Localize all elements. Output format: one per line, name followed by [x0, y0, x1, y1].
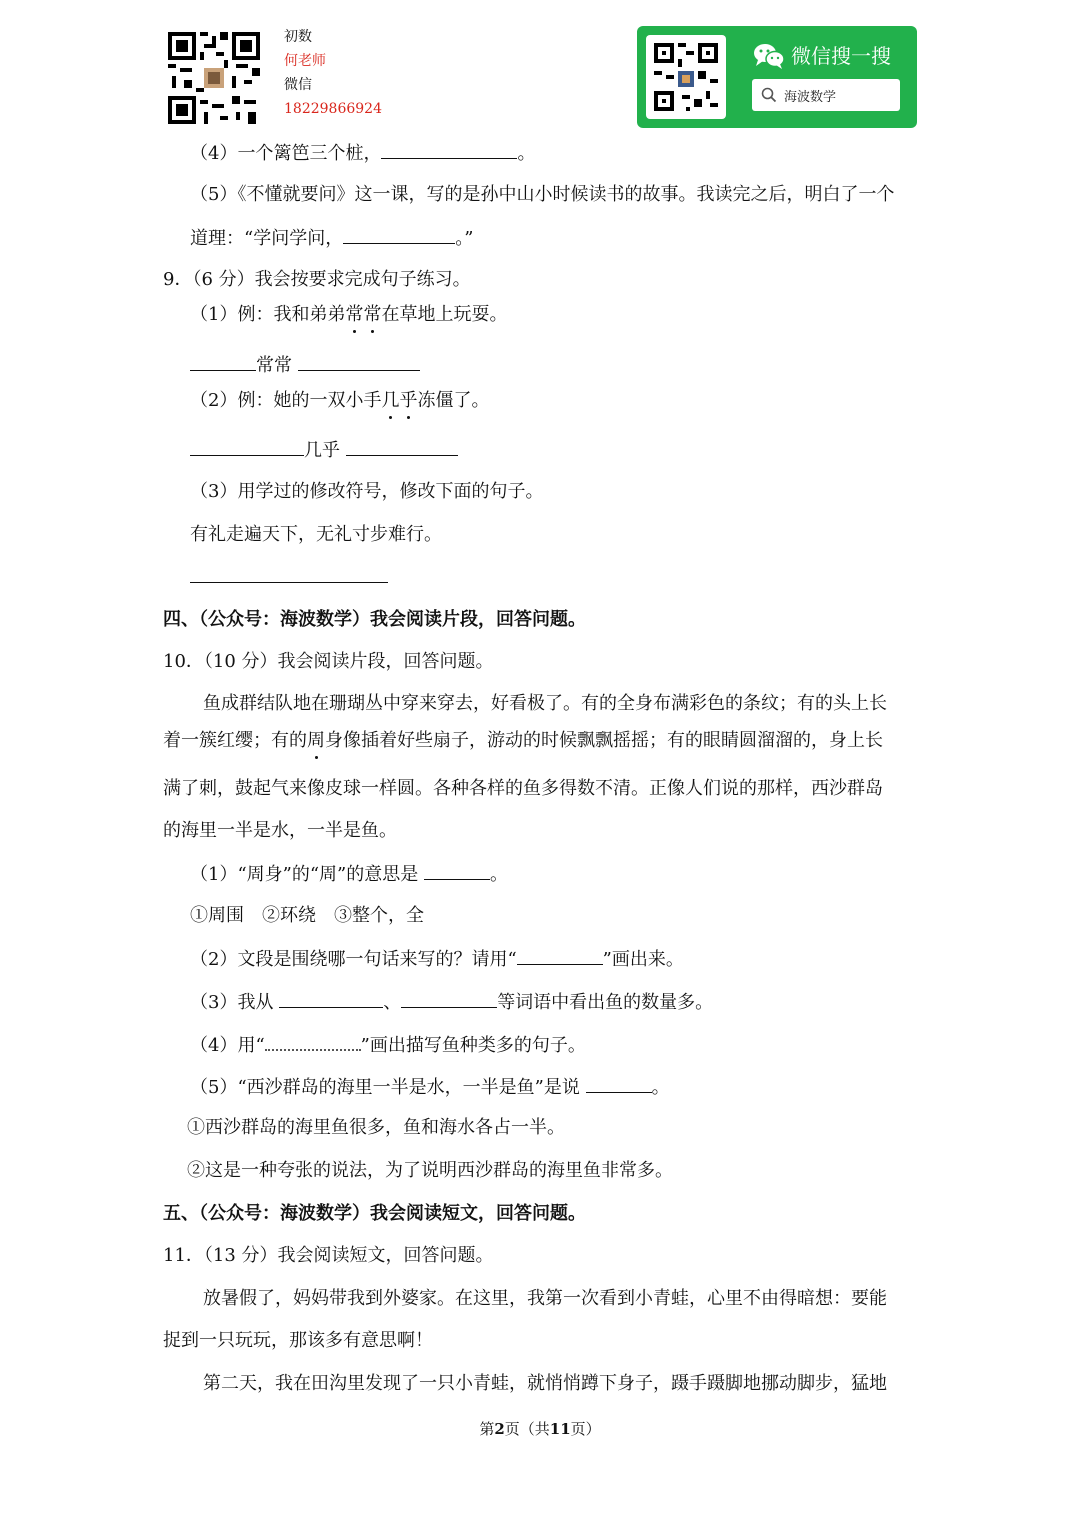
- qr-code-left-icon: [168, 32, 260, 124]
- q9-2-dotted-char: 乎: [399, 390, 418, 411]
- wechat-search-text: 海波数学: [784, 90, 837, 105]
- q10-title: 10．（10 分）我会阅读片段，回答问题。: [163, 651, 494, 672]
- q8-5-line2: [190, 225, 473, 251]
- q9-1-fill-word: 常常: [256, 355, 292, 376]
- q10-5: [190, 1074, 670, 1100]
- q10-passage-text: 着一簇红缨；有的: [163, 730, 307, 751]
- page-footer: [0, 1418, 1080, 1439]
- header-phone: 18229866924: [284, 101, 382, 117]
- section-4-heading: 四、（公众号：海波数学）我会阅读片段，回答问题。: [163, 609, 586, 630]
- q10-3-blank-b[interactable]: [401, 989, 497, 1008]
- q11-passage-line2: 捉到一只玩玩，那该多有意思啊！: [163, 1330, 433, 1351]
- q9-title: 9．（6 分）我会按要求完成句子练习。: [163, 269, 471, 290]
- q9-1-example: [190, 303, 507, 327]
- wechat-search-title: 微信搜一搜: [791, 44, 891, 68]
- q10-1-options: ①周围 ②环绕 ③整个，全: [190, 905, 424, 926]
- wechat-search-box[interactable]: [752, 79, 900, 111]
- header-teacher-name: 何老师: [284, 53, 326, 69]
- q8-5-end: 。”: [455, 228, 474, 249]
- header-grade-label: 初数: [284, 29, 312, 45]
- q10-3-end: 等词语中看出鱼的数量多。: [497, 992, 714, 1013]
- q10-1-end: 。: [490, 864, 508, 885]
- q11-passage-line1: 放暑假了，妈妈带我到外婆家。在这里，我第一次看到小青蛙，心里不由得暗想：要能: [203, 1288, 887, 1309]
- search-icon: [761, 87, 777, 103]
- q11-passage-line3: 第二天，我在田沟里发现了一只小青蛙，就悄悄蹲下身子，蹑手蹑脚地挪动脚步，猛地: [203, 1373, 887, 1394]
- q8-4-end: 。: [517, 143, 536, 164]
- q10-3-blank-a[interactable]: [279, 989, 383, 1008]
- q9-1-text: （1）例：我和弟弟: [190, 304, 346, 325]
- q10-passage-line3: 满了刺，鼓起气来像皮球一样圆。各种各样的鱼多得数不清。正像人们说的那样，西沙群岛: [163, 778, 883, 799]
- q10-1-text: （1）“周身”的“周”的意思是: [190, 864, 419, 885]
- q10-2: [190, 946, 684, 972]
- q9-2-text-end: 冻僵了。: [417, 390, 490, 411]
- q10-4: [190, 1031, 586, 1058]
- q10-3-sep: 、: [383, 992, 402, 1013]
- q9-1-dotted-char: 常: [345, 304, 364, 325]
- q10-4-end: ”画出描写鱼种类多的句子。: [360, 1035, 586, 1056]
- q10-2-end: ”画出来。: [602, 949, 684, 970]
- q9-2-blank-b[interactable]: [346, 437, 458, 456]
- q10-passage-text-end: 身像插着好些扇子，游动的时候飘飘摇摇；有的眼睛圆溜溜的，身上长: [325, 730, 883, 751]
- footer-page-number: 2: [494, 1420, 505, 1438]
- q9-1-blank-a[interactable]: [190, 352, 256, 371]
- q11-title: 11．（13 分）我会阅读短文，回答问题。: [163, 1245, 494, 1266]
- qr-code-right-icon: [646, 35, 726, 119]
- q9-2-text: （2）例：她的一双小手: [190, 390, 382, 411]
- q9-3: （3）用学过的修改符号，修改下面的句子。: [190, 481, 544, 502]
- q10-4-text: （4）用“: [190, 1035, 265, 1056]
- wechat-icon: [753, 42, 785, 70]
- section-5-heading: 五、（公众号：海波数学）我会阅读短文，回答问题。: [163, 1203, 586, 1224]
- q10-5-text: （5）“西沙群岛的海里一半是水，一半是鱼”是说: [190, 1077, 580, 1098]
- footer-total-pages: 11: [549, 1420, 571, 1438]
- q9-2-answer: [190, 437, 458, 463]
- footer-post: 页）: [570, 1420, 601, 1438]
- qr-code-left: [168, 32, 260, 124]
- q8-5-blank[interactable]: [343, 225, 455, 244]
- footer-mid: 页（共: [504, 1420, 550, 1438]
- q10-1: [190, 861, 508, 887]
- q9-1-dotted-char: 常: [363, 304, 382, 325]
- q9-3-answer-line[interactable]: [190, 582, 388, 583]
- footer-pre: 第: [479, 1420, 495, 1438]
- qr-code-right: [646, 35, 726, 119]
- q10-5-end: 。: [651, 1077, 670, 1098]
- q10-passage-line2: [163, 729, 883, 753]
- q10-5-blank[interactable]: [586, 1074, 652, 1093]
- q10-dotted-char: 周: [307, 730, 325, 751]
- q8-4-blank[interactable]: [381, 140, 517, 159]
- q9-1-answer: [190, 352, 420, 378]
- header-wechat-label: 微信: [284, 77, 312, 93]
- q10-2-blank[interactable]: [517, 946, 603, 965]
- q9-2-blank-a[interactable]: [190, 437, 304, 456]
- q10-2-text: （2）文段是围绕哪一句话来写的？请用“: [190, 949, 517, 970]
- q10-passage-line1: 鱼成群结队地在珊瑚丛中穿来穿去，好看极了。有的全身布满彩色的条纹；有的头上长: [203, 693, 887, 714]
- q10-3: [190, 989, 713, 1015]
- q8-4-text: （4）一个篱笆三个桩，: [190, 143, 382, 164]
- q8-5-line1: （5）《不懂就要问》这一课，写的是孙中山小时候读书的故事。我读完之后，明白了一个: [190, 184, 895, 205]
- q9-1-blank-b[interactable]: [298, 352, 420, 371]
- q10-passage-line4: 的海里一半是水，一半是鱼。: [163, 820, 397, 841]
- q9-1-text-end: 在草地上玩耍。: [381, 304, 508, 325]
- q9-3-sentence: 有礼走遍天下，无礼寸步难行。: [190, 524, 442, 545]
- q10-5-option1: ①西沙群岛的海里鱼很多，鱼和海水各占一半。: [187, 1117, 565, 1138]
- q8-4: [190, 140, 535, 166]
- q9-2-dotted-char: 几: [381, 390, 400, 411]
- q9-2-fill-word: 几乎: [304, 440, 340, 461]
- q8-5-text: 道理：“学问学问，: [190, 228, 344, 249]
- q10-5-option2: ②这是一种夸张的说法，为了说明西沙群岛的海里鱼非常多。: [187, 1160, 673, 1181]
- wechat-search-banner[interactable]: [637, 26, 917, 128]
- q10-4-wavy-line: [265, 1031, 361, 1051]
- q10-1-blank[interactable]: [424, 861, 490, 880]
- q9-2-example: [190, 389, 489, 413]
- q10-3-text: （3）我从: [190, 992, 274, 1013]
